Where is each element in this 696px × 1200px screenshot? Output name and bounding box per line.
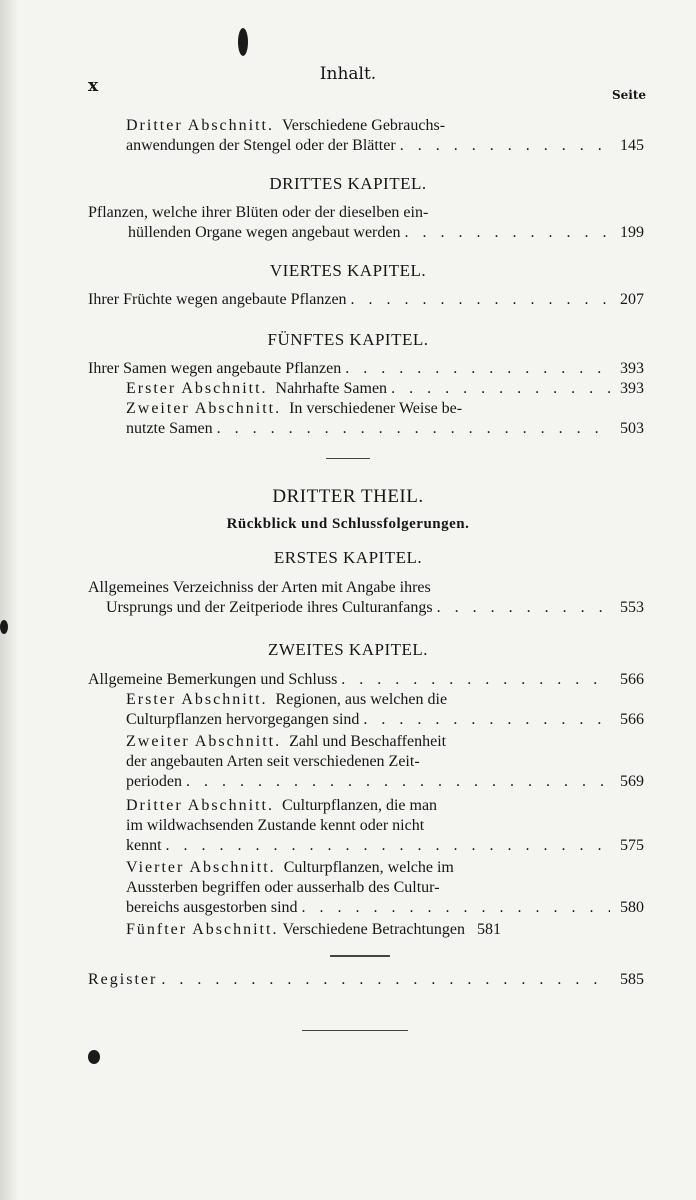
page-ref: 199 [620,224,644,241]
part-subheading: Rückblick und Schlussfolgerungen. [226,516,470,532]
chapter-heading-viertes: VIERTES KAPITEL. [269,261,427,280]
page-ref: 580 [620,899,644,916]
toc-entry-blueten: Pflanzen, welche ihrer Blüten oder der dieselben ein- hüllenden Organe wegen angebaut werden . . . 199 [88,203,644,243]
part-heading: DRITTER THEIL. [272,486,424,507]
page-ref: 553 [620,599,644,616]
page-number: x [88,76,99,96]
toc-entry-aussterben: Vierter Abschnitt. Culturpflanzen, welche im Aussterben begriffen oder ausserhalb des Cultur- bereichs ausgestorben sind . . . 580 [126,858,644,918]
page-ref: 566 [620,711,644,728]
toc-entry-wildwachsend: Dritter Abschnitt. Culturpflanzen, die man im wildwachsenden Zustande kennt oder nicht kennt . . . 575 [126,796,644,856]
toc-entry-regionen: Erster Abschnitt. Regionen, aus welchen die Culturpflanzen hervorgegangen sind . . . 566 [126,690,644,730]
chapter-heading-fuenftes: FÜNFTES KAPITEL. [267,330,429,349]
section-divider [330,955,390,957]
page-ref: 145 [620,137,644,154]
ink-speck [88,1050,100,1064]
end-rule [302,1030,408,1031]
page-ref: 569 [620,773,644,790]
toc-entry-benutzte-samen: Zweiter Abschnitt. In verschiedener Weise be- nutzte Samen . . . 503 [126,399,644,439]
toc-entry-verzeichniss: Allgemeines Verzeichniss der Arten mit Angabe ihres Ursprungs und der Zeitperiode ihres Culturanfangs . . . 553 [88,578,644,618]
toc-entry-dritter-abschnitt-stengel: Dritter Abschnitt. Verschiedene Gebrauchs- anwendungen der Stengel oder der Blätter . . . 145 [126,116,644,156]
toc-entry-fruechte: Ihrer Früchte wegen angebaute Pflanzen . . . 207 [88,290,644,310]
toc-entry-register: Register . . . 585 [88,970,644,990]
chapter-heading-erstes: ERSTES KAPITEL. [273,548,423,567]
page-ref: 503 [620,420,644,437]
toc-entry-nahrhafte-samen: Erster Abschnitt. Nahrhafte Samen . . . 393 [126,379,644,399]
page-ref: 393 [620,380,644,397]
column-label-seite: Seite [612,88,647,102]
running-head: Inhalt. [319,64,377,84]
toc-entry-zahl: Zweiter Abschnitt. Zahl und Beschaffenheit der angebauten Arten seit verschiedenen Zeit- perioden . . . 569 [126,732,644,792]
page-ref: 575 [620,837,644,854]
toc-entry-samen: Ihrer Samen wegen angebaute Pflanzen . . . 393 [88,359,644,379]
page-ref: 207 [620,291,644,308]
page-ref: 566 [620,671,644,688]
page-ref: 585 [620,971,644,988]
chapter-heading-zweites: ZWEITES KAPITEL. [267,640,429,659]
page-ref: 581 [477,921,502,938]
chapter-heading-drittes: DRITTES KAPITEL. [269,174,427,193]
toc-entry-betrachtungen: Fünfter Abschnitt. Verschiedene Betrachtungen 581 [126,921,502,938]
toc-entry-bemerkungen: Allgemeine Bemerkungen und Schluss . . . 566 [88,670,644,690]
ink-speck [0,620,8,634]
section-divider [326,458,370,459]
page-ref: 393 [620,360,644,377]
ink-speck [238,28,248,56]
